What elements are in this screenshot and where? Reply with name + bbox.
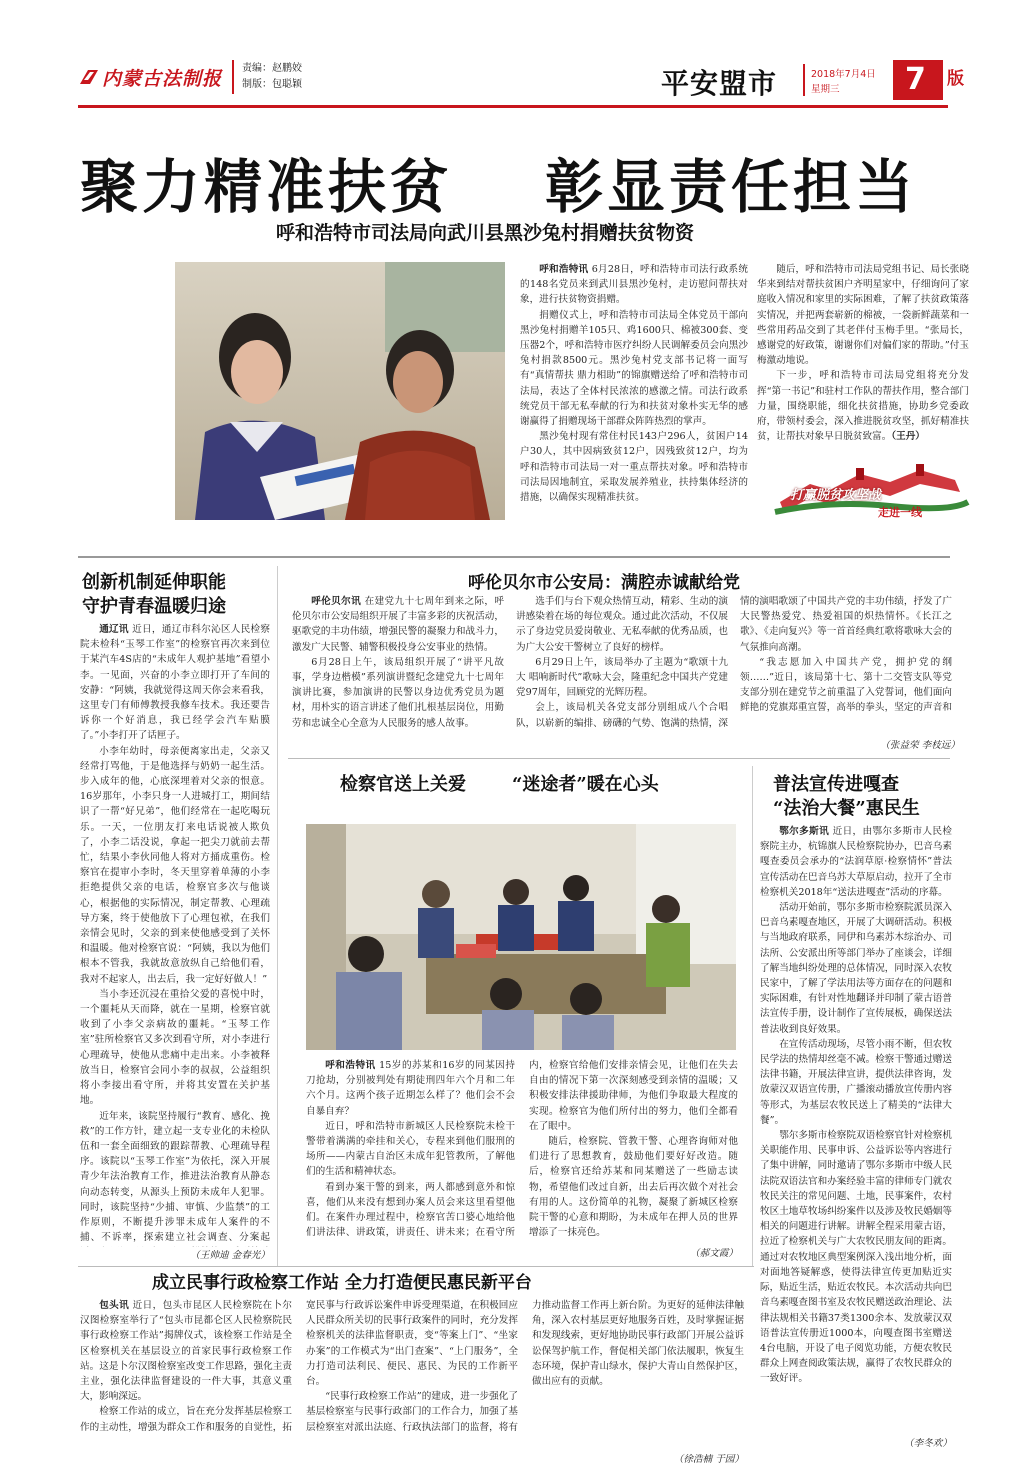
police-story-byline: （张益荣 李枝远） (880, 740, 960, 751)
police-story-paragraph-5: 会上，该局机关各党支部分别组成八个合唱队，以崭新的编排、磅礴的气势、饱满的热情，深情的演唱歌颂了中国共产党的丰功伟绩，抒发了广大民警热爱党、热爱祖国的炽热情怀。《长江之歌》、《走向复兴》等一首首经典红歌将歌咏大会的气氛推向高潮。 (516, 596, 952, 729)
lead-column-1 (520, 262, 748, 524)
poverty-campaign-badge (770, 462, 970, 524)
middle-story-title-part2: “迷途者”暖在心头 (512, 774, 659, 795)
bottom-story-paragraph-2: 检察工作站的成立，旨在充分发挥基层检察工作的主动性，增强为群众工作和服务的自觉性，拓宽民事与行政诉讼案件申诉受理渠道，在积极回应人民群众所关切的民事行政案件的同时，充分发挥检察机关的法律监督职责，变“等案上门”、“坐家办案”的工作模式为“出门查案”、“上门服务”，全力打造司法利民、便民、惠民、为民的工作新平台。 (80, 1300, 518, 1433)
middle-right-divider (752, 766, 753, 1266)
page-number: 7 (905, 62, 926, 97)
middle-story-dateline: 呼和浩特讯 (325, 1060, 376, 1071)
lead-title-part2: 彰显责任担当 (545, 153, 918, 221)
bottom-story-paragraph-1: 包头讯 近日，包头市昆区人民检察院在卜尔汉图检察室举行了“包头市昆都仑区人民检察院民事行政检察工作站”揭牌仪式，该检察工作站是全区检察机关在基层设立的首家民事行政检察工作站。这是卜尔汉图检察室改变工作思路，强化主责主业，强化法律监督建设的一件大事，其意义重大，影响深远。 (80, 1300, 293, 1403)
police-story-title: 呼伦贝尔市公安局：满腔赤诚献给党 (468, 573, 740, 593)
middle-story-body (306, 1058, 738, 1246)
lead-paragraph-3: 黑沙兔村现有常住村民143户296人，贫困户14户30人，其中因病致贫12户，因残致贫12户，均为呼和浩特市司法局一对一重点帮扶对象。呼和浩特市司法局因地制宜，采取发展养殖业，扶持集体经济的措施，以确保实现精准扶贫。 (520, 431, 748, 504)
police-story-paragraph-6: “我志愿加入中国共产党，拥护党的纲领……”近日，该局第十七、第十二交管支队等党支部分别在建党节之前重温了入党誓词，他们面向鲜艳的党旗郑重宣誓，高举的拳头，坚定的声音和 (740, 656, 952, 714)
bottom-story-paragraph-3: “民事行政检察工作站”的建成，进一步强化了基层检察室与民事行政部门的工作合力，加强了基层检察室对派出法庭、行政执法部门的监督，将有力推动监督工作再上新台阶。为更好的延伸法律触角，深入农村基层更好地服务百姓，及时掌握证据和发现线索，更好地协助民事行政部门开展公益诉讼保驾护航工作，督促相关部门依法履职，恢复生态环境，保护青山绿水，保护大青山自然保护区，做出应有的贡献。 (306, 1300, 744, 1433)
lead-paragraph-2: 捐赠仪式上，呼和浩特市司法局全体党员干部向黑沙兔村捐赠羊105只、鸡1600只、棉被300套、变压器2个，呼和浩特市医疗纠纷人民调解委员会向黑沙兔村捐款8500元。黑沙兔村党支部书记将一面写有“真情帮扶 鼎力相助”的锦旗赠送给了呼和浩特市司法局，表达了全体村民浓浓的感激之情。司法行政系统党员干部无私奉献的行为和扶贫对象朴实无华的感谢赢得了捐赠现场干部群众阵阵热烈的掌声。 (520, 309, 748, 428)
badge-line1: 打赢脱贫攻坚战 (790, 488, 882, 503)
middle-story-paragraph-3: 看到办案干警的到来，两人都感到意外和惊喜，他们从来没有想到办案人员会来这里看望他们。在案件办理过程中，检察官苦口婆心地给他们讲法律、讲政策，讲责任、讲未来；在看守所内，检察官给他们安排亲情会见，让他们在失去自由的情况下第一次深刻感受到亲情的温暖；又积极安排法律援助律师，为他们争取最大程度的实现。检察官为他们所付出的努力，他们全都看在了眼中。 (306, 1060, 738, 1239)
right-story-title-2: “法治大餐”惠民生 (773, 798, 920, 819)
left-story-body (80, 622, 270, 1247)
badge-line2: 走进一线 (878, 506, 922, 519)
left-story-dateline: 通辽讯 (99, 624, 129, 635)
lead-photo-image (175, 262, 505, 520)
issue-weekday: 星期三 (811, 84, 840, 95)
lead-subtitle: 呼和浩特市司法局向武川县黑沙兔村捐赠扶贫物资 (276, 222, 695, 244)
lead-paragraph-4: 随后，呼和浩特市司法局党组书记、局长张晓华来到结对帮扶贫困户齐明星家中，仔细询问了家庭收入情况和家里的实际困难，了解了扶贫政策落实情况，并把两套崭新的棉被，一袋新鲜蔬菜和一些常用药品交到了其老伴付玉梅手里。“张局长，感谢党的好政策，谢谢你们对偏们家的帮助。”付玉梅激动地说。 (757, 264, 969, 367)
left-story-paragraph-3: 当小李还沉浸在重拾父爱的喜悦中时，一个噩耗从天而降，就在一星期，检察官就收到了小李父亲病故的噩耗。“玉琴工作室”驻所检察官又多次到看守所，对小李进行心理疏导，使他从悲痛中走出来。小李被释放当日，检察官会同小李的叔叔，公益组织将小李接出看守所，并将其安置在关护基地。 (80, 988, 270, 1107)
lead-dateline: 呼和浩特讯 (539, 264, 589, 275)
right-story-paragraph-3: 在宣传活动现场，尽管小雨不断，但农牧民学法的热情却丝毫不减。检察干警通过赠送法律书籍，开展法律宣讲，提供法律咨询，发放蒙汉双语宣传册，广播滚动播放宣传册内容等形式，为基层农牧民送上了精美的“法律大餐”。 (760, 1038, 952, 1126)
logo-text: 内蒙古法制报 (102, 68, 223, 90)
lead-paragraph-5: 下一步，呼和浩特市司法局党组将充分发挥“第一书记”和驻村工作队的帮扶作用，整合部门力量，围绕职能，细化扶贫措施，协助乡党委政府，带领村委会，深入推进脱贫攻坚，抓好精准扶贫，让帮扶对象早日脱贫致富。（王丹） (757, 370, 969, 443)
left-story-paragraph-4: 近年来，该院坚持履行“教育、感化、挽救”的工作方针，建立起一支专业化的未检队伍和一套全面细致的跟踪帮教、心理疏导程序。该院以“玉琴工作室”为依托，深入开展青少年法治教育工作，推进法治教育从静态向动态转变，从源头上预防未成年人犯罪。同时，该院坚持“少捕、审慎、少监禁”的工作原则，不断提升涉罪未成年人案件的不捕、不诉率，探索建立社会调查、分案起 (80, 1110, 270, 1244)
right-story-title-1: 普法宣传进嘎查 (773, 774, 899, 795)
police-story-body (292, 594, 952, 736)
lead-bottom-rule (78, 556, 950, 558)
lead-headline (80, 140, 950, 221)
editor-credit: 责编：赵鹏姣 (242, 63, 302, 74)
middle-story-paragraph-2: 近日，呼和浩特市新城区人民检察院未检干警带着满满的牵挂和关心，专程来到他们服刑的场所——内蒙古自治区未成年犯管教所，了解他们的生活和精神状态。 (306, 1120, 515, 1178)
lead-byline: （王丹） (891, 431, 925, 443)
police-story-paragraph-3: 选手们与台下观众热情互动，精彩、生动的演讲感染着在场的每位观众。通过此次活动，不仅展示了身边党员爱岗敬业、无私奉献的优秀品质，也为广大公安干警树立了良好的榜样。 (516, 596, 728, 653)
right-story-dateline: 鄂尔多斯讯 (779, 826, 830, 837)
date-box (803, 64, 893, 96)
lead-paragraph-1: 呼和浩特讯 6月28日，呼和浩特市司法行政系统的148名党员来到武川县黑沙兔村，走访慰问帮扶对象，进行扶贫物资捐赠。 (520, 264, 748, 306)
police-story-dateline: 呼伦贝尔讯 (311, 596, 362, 607)
logo-emblem-icon (78, 66, 100, 88)
lead-column-2 (757, 262, 969, 454)
middle-story-paragraph-4: 随后，检察院、管教干警、心理咨询师对他们进行了思想教育，鼓励他们要好好改造。随后，检察官还给苏某和同某赠送了一些励志读物，希望他们改过自新，出去后再次做个对社会有用的人。这份简单的礼物，凝聚了新城区检察院干警的心意和期盼，为未成年在押人员的世界增添了一抹亮色。 (529, 1136, 738, 1239)
left-story-title-1: 创新机制延伸职能 (82, 572, 226, 593)
lead-photo (175, 262, 505, 520)
lead-title-part1: 聚力精准扶贫 (80, 153, 453, 221)
middle-story-headline (340, 770, 740, 798)
left-story-byline: （王帅迪 金春光） (190, 1250, 270, 1261)
page-number-box (893, 60, 943, 100)
section-title: 平安盟市 (661, 67, 778, 100)
bottom-story-byline: （徐浩楠 于园） (673, 1454, 744, 1465)
right-story-byline: （李冬欢） (904, 1438, 952, 1449)
producer-credit: 制版：包聪颖 (242, 79, 302, 90)
bottom-story-dateline: 包头讯 (99, 1300, 130, 1311)
middle-story-title-part1: 检察官送上关爱 (340, 774, 466, 795)
right-story-paragraph-2: 活动开始前，鄂尔多斯市检察院派员深入巴音乌素嘎查地区，开展了大调研活动。积极与当地政府联系，同伊和乌素苏木综治办、司法所、公安派出所等部门举办了座谈会，详细了解当地纠纷处理的总体情况，同时深入农牧民家中，了解了学法用法等方面存在的问题和实际困难，有针对性地翻译并印制了蒙古语普法宣传手册，设计制作了宣传展板，确保送法普法收到良好效果。 (760, 902, 952, 1035)
page-suffix: 版 (947, 69, 964, 89)
bottom-story-top-rule (78, 1266, 754, 1267)
police-story-paragraph-4: 6月29日上午，该局举办了主题为“歌颂十九大 唱响新时代”歌咏大会，隆重纪念中国共产党建党97周年，回顾党的光辉历程。 (516, 656, 728, 699)
left-story-paragraph-1: 通辽讯 近日，通辽市科尔沁区人民检察院未检科“玉琴工作室”的检察官再次来到位于某汽车4S店的“未成年人观护基地”看望小李。一见面，兴奋的小李立即打开了车间的安静：“阿姨，我就觉得这周天你会来看我，这里专门有师傅教授我修车技术。我还要告诉你一个好消息，我已经学会汽车贴膜了。”小李打开了话匣子。 (80, 624, 270, 742)
masthead-divider (232, 60, 234, 94)
right-story-paragraph-4: 鄂尔多斯市检察院双语检察官针对检察机关职能作用、民事申诉、公益诉讼等内容进行了集中讲解，同时邀请了鄂尔多斯市中级人民法院双语法官和办案经验丰富的律师专门就农牧民关注的常见问题、土地，民事案件，农村牧区土地草牧场纠纷案件以及涉及牧民婚姻等相关的问题进行讲解。讲解全程采用蒙古语，拉近了检察机关与广大农牧民朋友间的距离。通过对农牧地区典型案例深入浅出地分析，面对面地答疑解惑，使得法律宣传更加贴近实际，贴近生活，贴近农牧民。本次活动共向巴音乌素嘎查图书室及农牧民赠送政治理论、法律法规相关书籍37类1300余本、发放蒙汉双语普法宣传册近1000本，向嘎查图书室赠送4台电脑，开设了电子阅览功能，方便农牧民群众上网查阅政策法规，赢得了农牧民群众的一致好评。 (760, 1130, 952, 1385)
police-story-paragraph-1: 呼伦贝尔讯 在建党九十七周年到来之际，呼伦贝尔市公安局组织开展了丰富多彩的庆祝活动，驱歌党的丰功伟绩，增强民警的凝聚力和战斗力，激发广大民警、辅警积极投身公安事业的热情。 (292, 596, 505, 653)
middle-story-byline: （郝文霞） (690, 1248, 738, 1259)
police-story-bottom-rule (288, 758, 950, 759)
left-story-title-2: 守护青春温暖归途 (82, 596, 226, 617)
issue-date: 2018年7月4日 (811, 69, 876, 80)
middle-photo-image (306, 824, 736, 1050)
masthead-rule (78, 105, 948, 108)
masthead (0, 0, 1024, 110)
police-story-paragraph-2: 6月28日上午，该局组织开展了“讲平凡故事，学身边楷模”系列演讲暨纪念建党九十七周年演讲比赛，参加演讲的民警以身边优秀党员为题材，用朴实的语言讲述了他们扎根基层岗位，用勤劳和忠诚全心全意为人民服务的感人故事。 (292, 656, 504, 729)
bottom-story-title: 成立民事行政检察工作站 全力打造便民惠民新平台 (152, 1273, 532, 1293)
left-column-divider (277, 566, 278, 1266)
middle-photo (306, 824, 736, 1050)
newspaper-logo (78, 62, 228, 92)
bottom-story-body (80, 1298, 744, 1450)
right-story-body (760, 824, 952, 1434)
middle-story-paragraph-1: 呼和浩特讯 15岁的苏某和16岁的同某因持刀抢劫，分别被判处有期徒刑四年六个月和二年六个月。这两个孩子近期怎么样了？他们会不会自暴自弃？ (306, 1060, 515, 1117)
right-story-paragraph-1: 鄂尔多斯讯 近日，由鄂尔多斯市人民检察院主办，杭锦旗人民检察院协办，巴音乌素嘎查委员会承办的“法润草原·检察情怀”普法宣传活动在巴音乌苏大草原启动，拉开了全市检察机关2018年“送法进嘎查”活动的序幕。 (760, 826, 952, 898)
left-story-paragraph-2: 小李年幼时，母亲便离家出走，父亲又经常打骂他，于是他选择与奶奶一起生活。步入成年的他，心底深埋着对父亲的恨意。16岁那年，小李只身一人进城打工，期间结识了一帮“好兄弟”，他们经常在一起吃喝玩乐。一天，一位朋友打来电话说被人欺负了，小李二话没说，拿起一把尖刀就前去帮忙，结果小李伙同他人将对方捅成重伤。检察官在提审小李时，冬天里穿着单薄的小李拒绝提供父亲的电话，检察官多次与他谈心，根据他的实际情况，制定帮教、心理疏导方案，终于使他放下了心理包袱，在我们亲情会见时，父亲的到来使他感受到了关怀和温暖。他对检察官说：“阿姨，我以为他们根本不管我，我就故意放纵自己给他们看，我对不起家人，出去后，我一定好好做人！” (80, 745, 270, 985)
